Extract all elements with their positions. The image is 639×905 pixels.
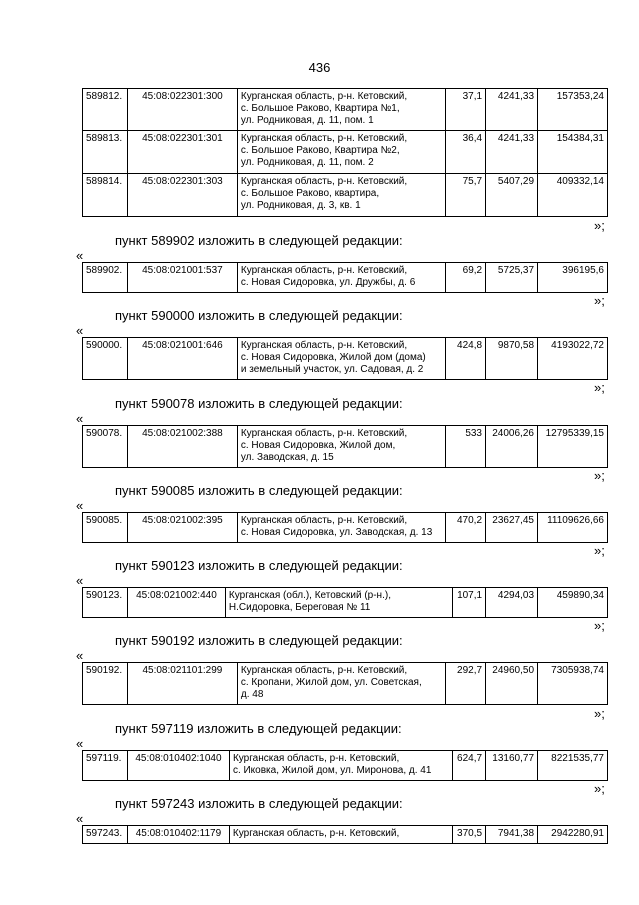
area-value: 75,7 (446, 174, 486, 217)
area-value: 36,4 (446, 131, 486, 174)
unit-value: 24006,26 (486, 426, 538, 468)
closing-quote: »; (594, 218, 605, 233)
registry-table (82, 262, 608, 293)
address-line: с. Большое Раково, Квартира №2, (240, 145, 400, 156)
address-cell (229, 751, 452, 781)
amendment-heading: пункт 590000 изложить в следующей редакции: (115, 308, 403, 323)
registry-table (82, 825, 608, 844)
address-line: ул. Родниковая, д. 11, пом. 2 (240, 157, 374, 168)
table-row (83, 663, 608, 705)
address-line: ул. Заводская, д. 15 (240, 452, 334, 463)
address-line: Н.Сидоровка, Береговая № 11 (228, 602, 371, 613)
cadastral-value: 8221535,77 (538, 751, 608, 781)
amendment-heading: пункт 590123 изложить в следующей редакции: (115, 558, 403, 573)
unit-value: 23627,45 (486, 513, 538, 543)
table-row (83, 174, 608, 217)
amendment-heading: пункт 590192 изложить в следующей редакции: (115, 633, 403, 648)
address-line: Курганская область, р-н. Кетовский, (240, 515, 408, 526)
table-row (83, 338, 608, 380)
cadastral-number: 45:08:021002:440 (127, 588, 225, 618)
opening-quote: « (76, 573, 84, 588)
row-number: 597119. (83, 751, 128, 781)
table-row (83, 751, 608, 781)
opening-quote: « (76, 498, 84, 513)
opening-quote: « (76, 811, 84, 826)
table-row (83, 131, 608, 174)
address-line: и земельный участок, ул. Садовая, д. 2 (240, 364, 424, 375)
cadastral-value: 396195,6 (538, 263, 608, 293)
cadastral-number: 45:08:010402:1179 (127, 826, 229, 844)
address-line: с. Новая Сидоровка, ул. Дружбы, д. 6 (240, 277, 416, 288)
cadastral-number: 45:08:021001:537 (127, 263, 237, 293)
cadastral-value: 157353,24 (538, 89, 608, 131)
address-line: с. Новая Сидоровка, Жилой дом, (240, 440, 396, 451)
table-row (83, 588, 608, 618)
registry-table (82, 750, 608, 781)
table-row (83, 89, 608, 131)
address-cell (237, 663, 445, 705)
amendment-heading: пункт 590078 изложить в следующей редакции: (115, 396, 403, 411)
address-line: Курганская область, р-н. Кетовский, (240, 91, 408, 102)
registry-table (82, 425, 608, 468)
table-row (83, 826, 608, 844)
address-line: Курганская область, р-н. Кетовский, (240, 176, 408, 187)
row-number: 589814. (83, 174, 128, 217)
row-number: 590000. (83, 338, 128, 380)
address-cell (237, 338, 445, 380)
page-number: 436 (308, 60, 331, 75)
address-line: ул. Родниковая, д. 3, кв. 1 (240, 200, 361, 211)
cadastral-value: 11109626,66 (537, 513, 607, 543)
closing-quote: »; (594, 543, 605, 558)
cadastral-number: 45:08:021002:395 (127, 513, 237, 543)
address-line: с. Большое Раково, квартира, (240, 188, 380, 199)
address-line: Курганская (обл.), Кетовский (р-н.), (228, 590, 391, 601)
address-line: д. 48 (240, 689, 264, 700)
unit-value: 4241,33 (486, 89, 538, 131)
closing-quote: »; (594, 618, 605, 633)
table-row (83, 263, 608, 293)
amendment-heading: пункт 597243 изложить в следующей редакции: (115, 796, 403, 811)
amendment-heading: пункт 597119 изложить в следующей редакции: (115, 721, 402, 736)
area-value: 292,7 (446, 663, 486, 705)
area-value: 470,2 (446, 513, 486, 543)
address-line: с. Кропани, Жилой дом, ул. Советская, (240, 677, 422, 688)
area-value: 37,1 (446, 89, 486, 131)
opening-quote: « (76, 323, 84, 338)
registry-table (82, 337, 608, 380)
address-cell (237, 174, 445, 217)
cadastral-number: 45:08:021101:299 (127, 663, 237, 705)
registry-table (82, 587, 608, 618)
opening-quote: « (76, 736, 84, 751)
address-cell (229, 826, 452, 844)
row-number: 590192. (83, 663, 128, 705)
table-row (83, 513, 608, 543)
row-number: 589813. (83, 131, 128, 174)
address-line: с. Иковка, Жилой дом, ул. Миронова, д. 41 (232, 765, 432, 776)
closing-quote: »; (594, 468, 605, 483)
cadastral-value: 4193022,72 (538, 338, 608, 380)
address-cell (237, 89, 445, 131)
row-number: 590123. (83, 588, 128, 618)
cadastral-number: 45:08:010402:1040 (127, 751, 229, 781)
unit-value: 4241,33 (486, 131, 538, 174)
registry-table (82, 512, 608, 543)
address-line: Курганская область, р-н. Кетовский, (240, 133, 408, 144)
unit-value: 13160,77 (486, 751, 538, 781)
area-value: 370,5 (453, 826, 486, 844)
cadastral-number: 45:08:021001:646 (127, 338, 237, 380)
cadastral-value: 12795339,15 (537, 426, 607, 468)
table-row (83, 426, 608, 468)
unit-value: 7941,38 (486, 826, 538, 844)
closing-quote: »; (594, 293, 605, 308)
row-number: 590085. (83, 513, 128, 543)
cadastral-number: 45:08:021002:388 (127, 426, 237, 468)
address-cell (237, 426, 445, 468)
address-line: Курганская область, р-н. Кетовский, (232, 753, 400, 764)
unit-value: 4294,03 (486, 588, 538, 618)
row-number: 597243. (83, 826, 128, 844)
cadastral-value: 409332,14 (538, 174, 608, 217)
cadastral-value: 459890,34 (538, 588, 608, 618)
registry-table (82, 662, 608, 705)
cadastral-number: 45:08:022301:300 (127, 89, 237, 131)
area-value: 107,1 (453, 588, 486, 618)
address-line: с. Новая Сидоровка, Жилой дом (дома) (240, 352, 426, 363)
cadastral-value: 154384,31 (538, 131, 608, 174)
registry-table (82, 88, 608, 217)
address-line: ул. Родниковая, д. 11, пом. 1 (240, 115, 374, 126)
closing-quote: »; (594, 781, 605, 796)
row-number: 590078. (83, 426, 128, 468)
unit-value: 5725,37 (486, 263, 538, 293)
address-cell (237, 263, 445, 293)
closing-quote: »; (594, 706, 605, 721)
address-line: Курганская область, р-н. Кетовский, (240, 340, 408, 351)
closing-quote: »; (594, 380, 605, 395)
unit-value: 24960,50 (486, 663, 538, 705)
address-cell (237, 131, 445, 174)
address-line: Курганская область, р-н. Кетовский, (240, 428, 408, 439)
address-line: с. Большое Раково, Квартира №1, (240, 103, 400, 114)
amendment-heading: пункт 590085 изложить в следующей редакции: (115, 483, 403, 498)
amendment-heading: пункт 589902 изложить в следующей редакции: (115, 233, 403, 248)
address-line: Курганская область, р-н. Кетовский, (240, 665, 408, 676)
area-value: 533 (446, 426, 486, 468)
address-line: с. Новая Сидоровка, ул. Заводская, д. 13 (240, 527, 433, 538)
address-cell (237, 513, 445, 543)
address-cell (225, 588, 452, 618)
opening-quote: « (76, 411, 84, 426)
row-number: 589902. (83, 263, 128, 293)
cadastral-value: 2942280,91 (538, 826, 608, 844)
area-value: 424,8 (446, 338, 486, 380)
cadastral-value: 7305938,74 (538, 663, 608, 705)
opening-quote: « (76, 648, 84, 663)
cadastral-number: 45:08:022301:303 (127, 174, 237, 217)
address-line: Курганская область, р-н. Кетовский, (232, 828, 400, 839)
area-value: 624,7 (453, 751, 486, 781)
area-value: 69,2 (446, 263, 486, 293)
address-line: Курганская область, р-н. Кетовский, (240, 265, 408, 276)
unit-value: 5407,29 (486, 174, 538, 217)
unit-value: 9870,58 (486, 338, 538, 380)
cadastral-number: 45:08:022301:301 (127, 131, 237, 174)
row-number: 589812. (83, 89, 128, 131)
opening-quote: « (76, 248, 84, 263)
